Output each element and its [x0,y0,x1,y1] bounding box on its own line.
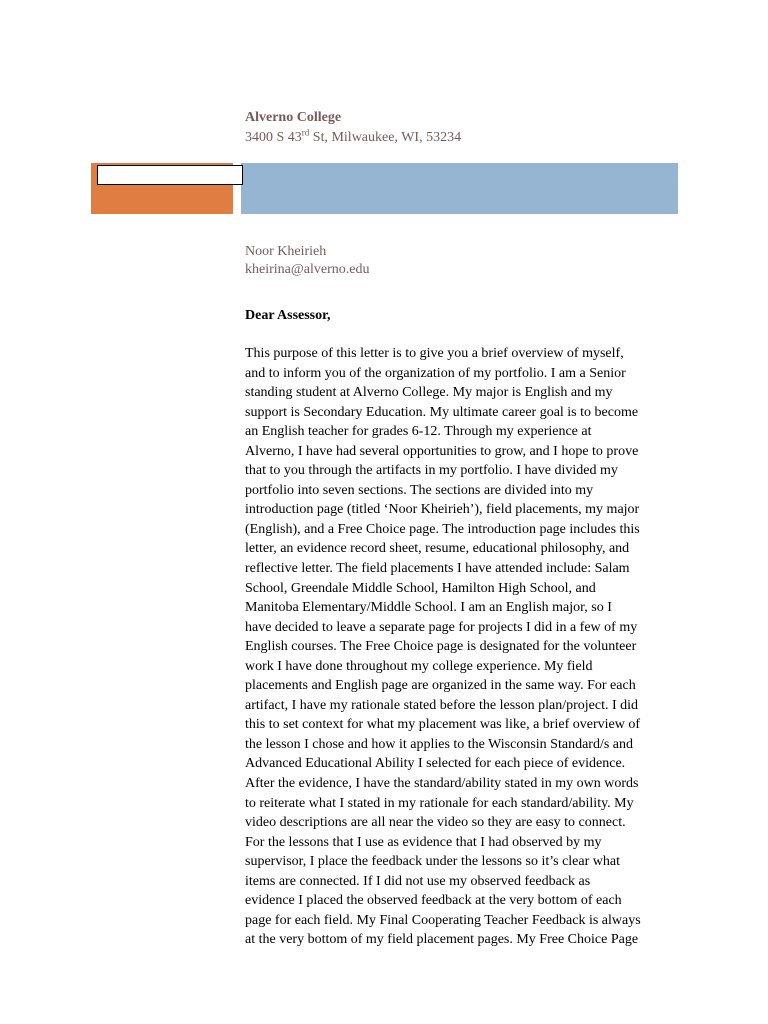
letter-line: introduction page (titled ‘Noor Kheirieh’), field placements, my major [245,502,640,518]
letter-line: evidence I placed the observed feedback at the very bottom of each [245,893,622,909]
letter-line: support is Secondary Education. My ultimate career goal is to become [245,404,639,420]
letter-line: This purpose of this letter is to give you a brief overview of myself, [245,346,624,361]
letter-line: School, Greendale Middle School, Hamilton High School, and [245,580,596,596]
letter-line: portfolio into seven sections. The sections are divided into my [245,482,594,498]
author-contact [245,243,369,279]
letter-line: items are connected. If I did not use my observed feedback as [245,873,591,889]
letter-line: that to you through the artifacts in my portfolio. I have divided my [245,463,618,479]
letter-line: standing student at Alverno College. My major is English and my [245,385,613,401]
letter-line: page for each field. My Final Cooperating Teacher Feedback is always [245,912,641,928]
letter-line: to reiterate what I stated in my rationale for each standard/ability. My [245,795,634,811]
letter-line: placements and English page are organized in the same way. For each [245,678,636,694]
empty-text-box [97,165,243,185]
letter-line: English courses. The Free Choice page is designated for the volunteer [245,639,637,655]
author-email: kheirina@alverno.edu [245,262,370,277]
address-prefix: 3400 S 43 [245,130,302,145]
college-address [245,128,461,148]
letter-line: Alverno, I have had several opportunities to grow, and I hope to prove [245,443,639,459]
letter-line: at the very bottom of my field placement pages. My Free Choice Page [245,932,639,948]
letter-line: (English), and a Free Choice page. The introduction page includes this [245,521,640,537]
letter-line: have decided to leave a separate page for projects I did in a few of my [245,619,638,635]
letter-line: video descriptions are all near the video so they are easy to connect. [245,815,626,831]
letter-body [245,344,685,950]
letter-line: artifact, I have my rationale stated before the lesson plan/project. I did [245,697,639,713]
blue-accent-band [241,163,678,214]
letter-line: Manitoba Elementary/Middle School. I am an English major, so I [245,600,612,616]
letter-line: and to inform you of the organization of my portfolio. I am a Senior [245,365,626,381]
salutation: Dear Assessor, [245,308,331,323]
address-suffix: St, Milwaukee, WI, 53234 [309,130,462,145]
letter-line: Advanced Educational Ability I selected for each piece of evidence. [245,756,626,772]
letter-line: this to set context for what my placement was like, a brief overview of [245,717,640,733]
letter-line: reflective letter. The field placements I have attended include: Salam [245,561,630,577]
college-name: Alverno College [245,110,342,125]
address-ordinal: rd [301,127,310,138]
letter-line: supervisor, I place the feedback under the lessons so it’s clear what [245,854,620,870]
letter-line: For the lessons that I use as evidence that I had observed by my [245,834,602,850]
letterhead [245,108,461,148]
author-name: Noor Kheirieh [245,244,327,259]
letter-line: an English teacher for grades 6-12. Through my experience at [245,424,592,440]
letter-line: After the evidence, I have the standard/ability stated in my own words [245,776,639,792]
letter-line: the lesson I chose and how it applies to the Wisconsin Standard/s and [245,736,634,752]
letter-line: letter, an evidence record sheet, resume, educational philosophy, and [245,541,630,557]
letter-line: work I have done throughout my college experience. My field [245,658,593,674]
